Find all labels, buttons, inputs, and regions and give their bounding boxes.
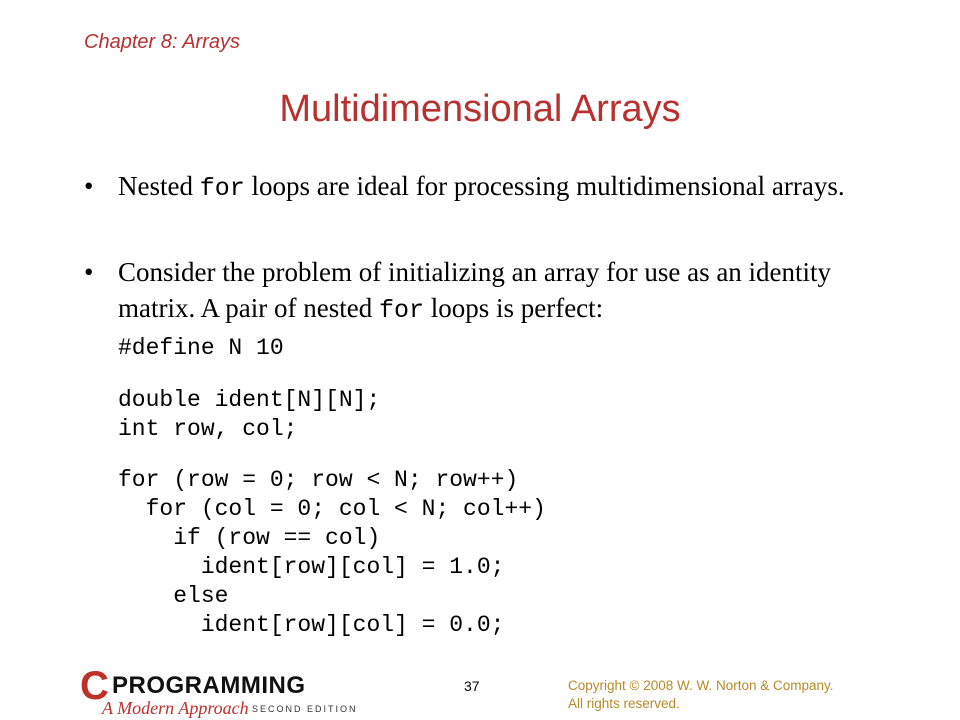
slide-title: Multidimensional Arrays [279,88,681,130]
bullet-1-text-pre: Nested [118,171,200,201]
logo-subtitle: A Modern Approach [102,698,249,718]
book-logo [80,666,360,718]
logo-edition: SECOND EDITION [252,704,358,714]
code-block-define: #define N 10 [118,335,284,361]
bullet-2-code: for [378,296,424,325]
logo-c-letter: C [80,664,109,708]
code-block-loops: for (row = 0; row < N; row++) for (col = 0; col < N; col++) if (row == col) ident[row][col] = 1.0; else ident[row][col] = 0.0; [118,467,546,638]
bullet-1-text-post: loops are ideal for processing multidimensional arrays. [244,171,845,201]
logo-programming-word: PROGRAMMING [112,672,306,699]
bullet-2-text-pre: Consider the problem of initializing an array for use as an identity matrix. A pair of nested [118,257,832,323]
bullet-2-text [118,254,898,329]
chapter-label: Chapter 8: Arrays [84,31,240,53]
bullet-2-text-post: loops is perfect: [423,293,604,323]
copyright-line-2: All rights reserved. [568,696,680,711]
bullet-1-code: for [199,174,245,203]
copyright-notice [568,677,908,713]
copyright-line-1: Copyright © 2008 W. W. Norton & Company. [568,678,834,693]
page-number: 37 [464,678,480,694]
bullet-dot: • [84,257,94,287]
bullet-1-text [118,168,898,207]
bullet-dot: • [84,171,94,201]
code-block-declarations: double ident[N][N]; int row, col; [118,387,381,442]
